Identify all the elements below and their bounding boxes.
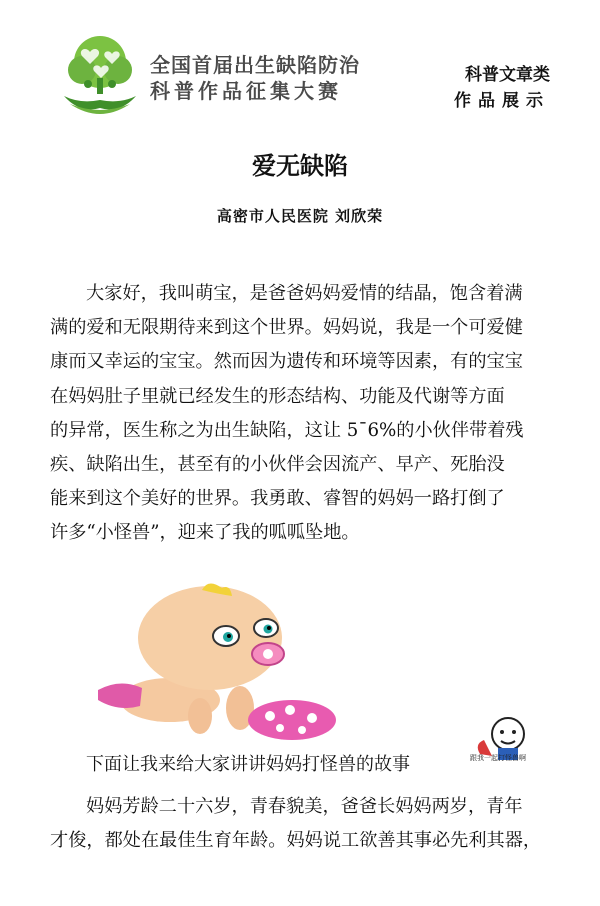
paragraph-line: 才俊，都处在最佳生育年龄。妈妈说工欲善其事必先利其器， bbox=[50, 830, 542, 852]
paragraph-line: 的异常，医生称之为出生缺陷，这让 5¯6%的小伙伴带着残 bbox=[50, 419, 524, 441]
contest-logo-icon bbox=[60, 34, 140, 116]
article-title: 爱无缺陷 bbox=[252, 152, 348, 180]
paragraph-line: 疾、缺陷出生，甚至有的小伙伴会因流产、早产、死胎没 bbox=[50, 454, 505, 476]
paragraph-line: 康而又幸运的宝宝。然而因为遗传和环境等因素，有的宝宝 bbox=[50, 351, 523, 373]
category-line1: 科普文章类 bbox=[465, 65, 550, 85]
paragraph-line: 大家好，我叫萌宝，是爸爸妈妈爱情的结晶，饱含着满 bbox=[86, 283, 523, 304]
paragraph-line: 能来到这个美好的世界。我勇敢、睿智的妈妈一路打倒了 bbox=[50, 488, 505, 510]
contest-title-line1: 全国首届出生缺陷防治 bbox=[150, 53, 360, 77]
paragraph-intro bbox=[50, 277, 560, 551]
paragraph-story bbox=[50, 790, 560, 858]
category-line2: 作品展示 bbox=[454, 91, 550, 111]
paragraph-line: 许多“小怪兽”，迎来了我的呱呱坠地。 bbox=[50, 522, 360, 544]
contest-title bbox=[150, 52, 360, 104]
contest-title-line2: 科普作品征集大赛 bbox=[150, 79, 342, 103]
mascot-caption: 跟我一起打怪兽啊 bbox=[470, 754, 526, 762]
paragraph-line: 满的爱和无限期待来到这个世界。妈妈说，我是一个可爱健 bbox=[50, 317, 523, 339]
category-label bbox=[454, 62, 550, 114]
paragraph-line: 妈妈芳龄二十六岁，青春貌美，爸爸长妈妈两岁，青年 bbox=[86, 796, 523, 817]
image-caption: 下面让我来给大家讲讲妈妈打怪兽的故事 bbox=[86, 754, 410, 775]
crawling-baby-illustration bbox=[90, 582, 340, 742]
article-author: 高密市人民医院 刘欣荣 bbox=[216, 207, 384, 225]
paragraph-line: 在妈妈肚子里就已经发生的形态结构、功能及代谢等方面 bbox=[50, 385, 505, 407]
